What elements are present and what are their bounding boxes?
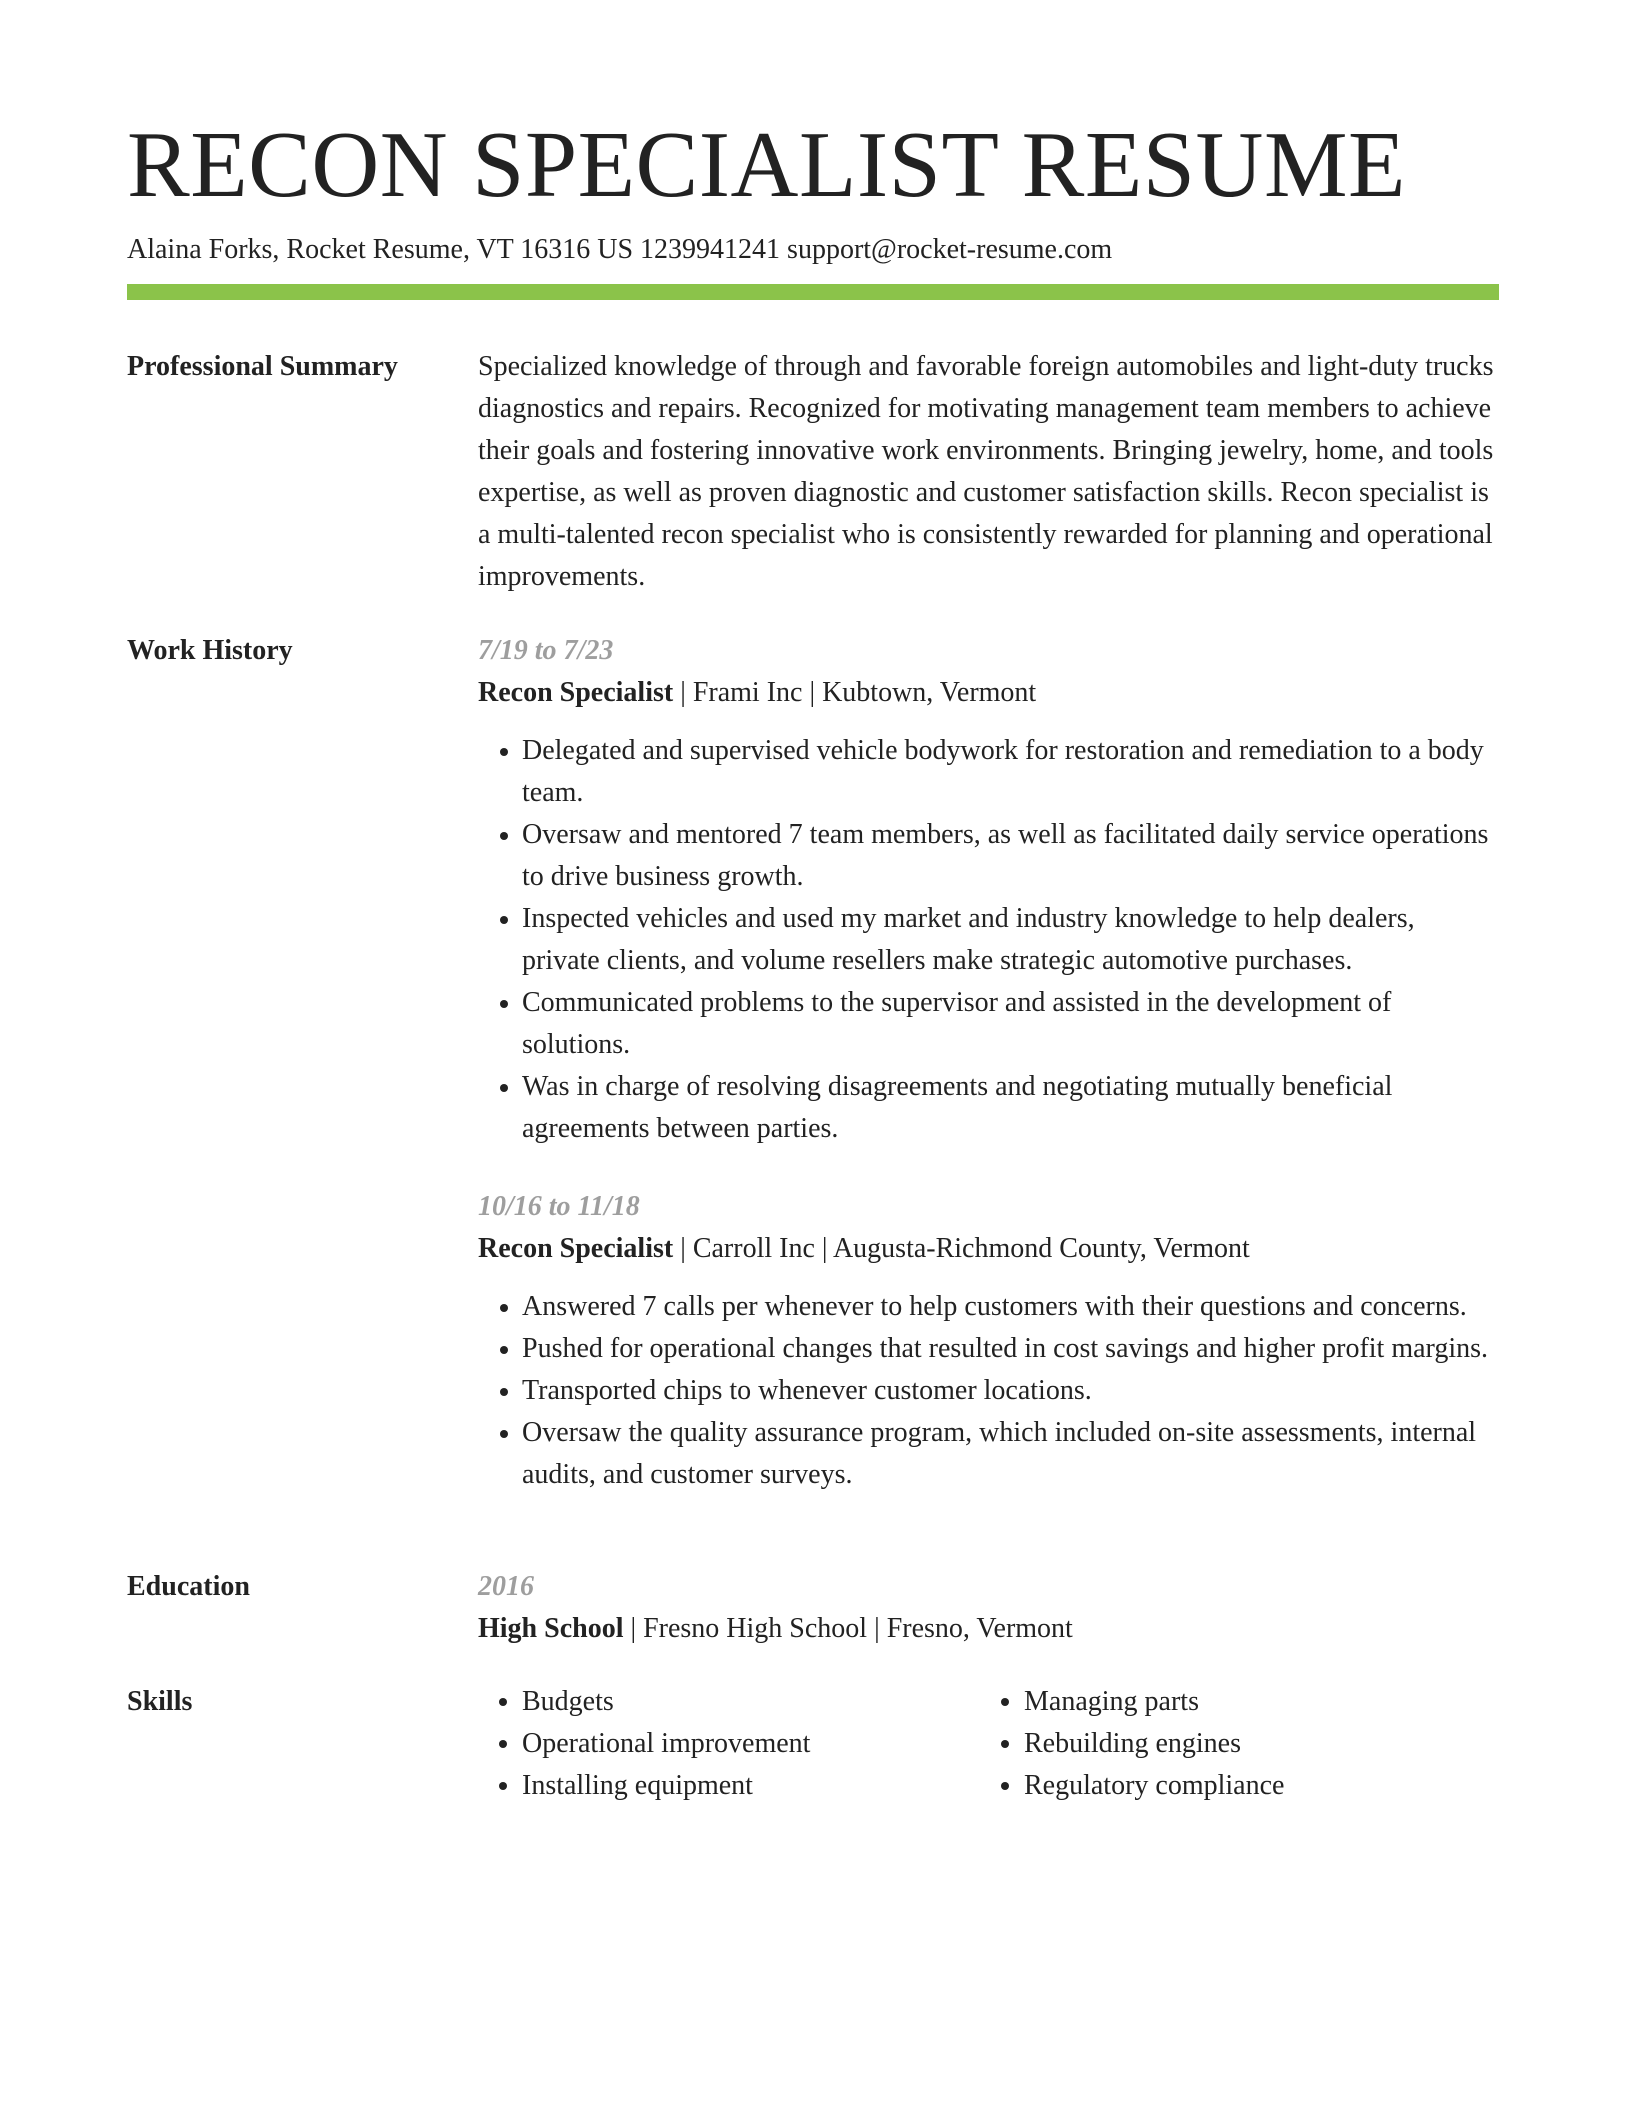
section-label-skills: Skills	[127, 1686, 193, 1717]
work-history-section	[478, 630, 1498, 1496]
list-item: • Communicated problems to the supervisor and assisted in the development of solutions.	[522, 982, 1498, 1066]
summary-section	[478, 346, 1498, 598]
list-item: • Transported chips to whenever customer locations.	[522, 1370, 1498, 1412]
section-label-work-history: Work History	[127, 635, 293, 666]
summary-text: Specialized knowledge of through and favorable foreign automobiles and light-duty trucks diagnostics and repairs. Recognized for motivating management team members to achieve their goals and fostering innovative work environments. Bringing jewelry, home, and tools expertise, as well as proven diagnostic and customer satisfaction skills. Recon specialist is a multi-talented recon specialist who is consistently rewarded for planning and operational improvements.	[478, 351, 1494, 592]
skill-item: • Rebuilding engines	[1024, 1723, 1482, 1765]
job-entry	[478, 1186, 1498, 1496]
skill-item: • Operational improvement	[522, 1723, 980, 1765]
list-item: • Oversaw the quality assurance program, which included on-site assessments, internal audits, and customer surveys.	[522, 1412, 1498, 1496]
skills-column-left	[478, 1681, 980, 1807]
section-label-education: Education	[127, 1571, 250, 1602]
job-role-line	[478, 1228, 1498, 1270]
job-entry	[478, 630, 1498, 1150]
job-dates: 10/16 to 11/18	[478, 1191, 640, 1222]
education-section	[478, 1566, 1498, 1650]
list-item: • Delegated and supervised vehicle bodywork for restoration and remediation to a body team.	[522, 730, 1498, 814]
job-details: | Frami Inc | Kubtown, Vermont	[673, 677, 1037, 708]
skills-columns	[478, 1681, 1498, 1807]
list-item: • Answered 7 calls per whenever to help customers with their questions and concerns.	[522, 1286, 1498, 1328]
section-label-summary: Professional Summary	[127, 351, 398, 382]
skill-item: • Regulatory compliance	[1024, 1765, 1482, 1807]
job-title: Recon Specialist	[478, 677, 674, 708]
job-bullets	[478, 730, 1498, 1150]
skills-list	[980, 1681, 1482, 1807]
job-details: | Carroll Inc | Augusta-Richmond County, Vermont	[673, 1233, 1250, 1264]
education-degree: High School	[478, 1613, 624, 1644]
list-item: • Was in charge of resolving disagreements and negotiating mutually beneficial agreements between parties.	[522, 1066, 1498, 1150]
skills-section	[478, 1681, 1498, 1807]
skill-item: • Installing equipment	[522, 1765, 980, 1807]
education-date: 2016	[478, 1571, 534, 1602]
job-dates: 7/19 to 7/23	[478, 635, 614, 666]
list-item: • Oversaw and mentored 7 team members, as well as facilitated daily service operations to drive business growth.	[522, 814, 1498, 898]
education-line	[478, 1608, 1498, 1650]
job-role-line	[478, 672, 1498, 714]
accent-divider	[127, 284, 1499, 300]
education-details: | Fresno High School | Fresno, Vermont	[623, 1613, 1073, 1644]
job-title: Recon Specialist	[478, 1233, 674, 1264]
skill-item: • Managing parts	[1024, 1681, 1482, 1723]
skill-item: • Budgets	[522, 1681, 980, 1723]
list-item: • Pushed for operational changes that resulted in cost savings and higher profit margins.	[522, 1328, 1498, 1370]
list-item: • Inspected vehicles and used my market and industry knowledge to help dealers, private clients, and volume resellers make strategic automotive purchases.	[522, 898, 1498, 982]
contact-line: Alaina Forks, Rocket Resume, VT 16316 US 1239941241 support@rocket-resume.com	[127, 234, 1113, 265]
skills-list	[478, 1681, 980, 1807]
skills-column-right	[980, 1681, 1482, 1807]
job-bullets	[478, 1286, 1498, 1496]
resume-title: RECON SPECIALIST RESUME	[127, 113, 1406, 217]
